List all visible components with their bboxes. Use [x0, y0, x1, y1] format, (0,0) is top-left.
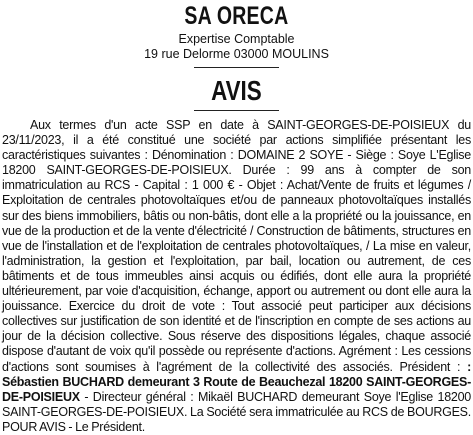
divider — [194, 110, 279, 111]
notice-title: AVIS — [211, 75, 262, 106]
notice-body-text: Aux termes d'un acte SSP en date à SAINT-GEORGES-DE-POISIEUX du 23/11/2023, il a été constitué une société par actions simplifiée présentant les caractéristiques suivantes : Dénomination : DOMAINE 2 SOYE - Siège : Soye L'Eglise 18200 SAINT-GEORGES-DE-POISIEUX. Durée : 99 ans à compter de son immatriculation au RCS - Capital : 1 000 € - Objet : Achat/Vente de fruits et légumes / Exploitation de centrales photovoltaïques et/ou de panneaux photovoltaïques installés sur des biens immobiliers, bâtis ou non-bâtis, dont elle a la propriété ou la jouissance, en vue de la production et de la vente d'électricité / Construction de bâtiments, structures en vue de l'installation et de l'exploitation de centrales photovoltaïques, / La mise en valeur, l'administration, la gestion et l'exploitation, par bail, location ou autrement, de ces bâtiments et de tous immeubles ainsi acquis ou édifiés, dont elle aura la propriété ultérieurement, par voie d'acquisition, échange, apport ou autrement ou dont elle aura la jouissance. Exercice du droit de vote : Tout associé peut participer aux décisions collectives sur justification de son identité et de l'inscription en compte de ses actions au jour de la décision collective. Sous réserve des dispositions légales, chaque associé dispose d'autant de voix qu'il possède ou représente d'actions. Agrément : Les cessions d'actions sont soumises à l'agrément de la collectivité des associés. Président : — [2, 118, 471, 374]
notice-body — [2, 118, 471, 435]
notice-closing-text: - Directeur général : Mikaël BUCHARD demeurant Soye l'Eglise 18200 SAINT-GEORGES-DE-POISIEUX. La Société sera immatriculée au RCS de BOURGES. POUR AVIS - Le Président. — [2, 389, 471, 434]
divider — [194, 67, 279, 68]
company-address: 19 rue Delorme 03000 MOULINS — [144, 47, 329, 61]
company-activity: Expertise Comptable — [178, 32, 295, 46]
company-name: SA ORECA — [184, 2, 289, 30]
president-name: : Sébastien BUCHARD demeurant 3 Route de Beauchezal 18200 SAINT-GEORGES-DE-POISIEUX — [2, 359, 471, 404]
